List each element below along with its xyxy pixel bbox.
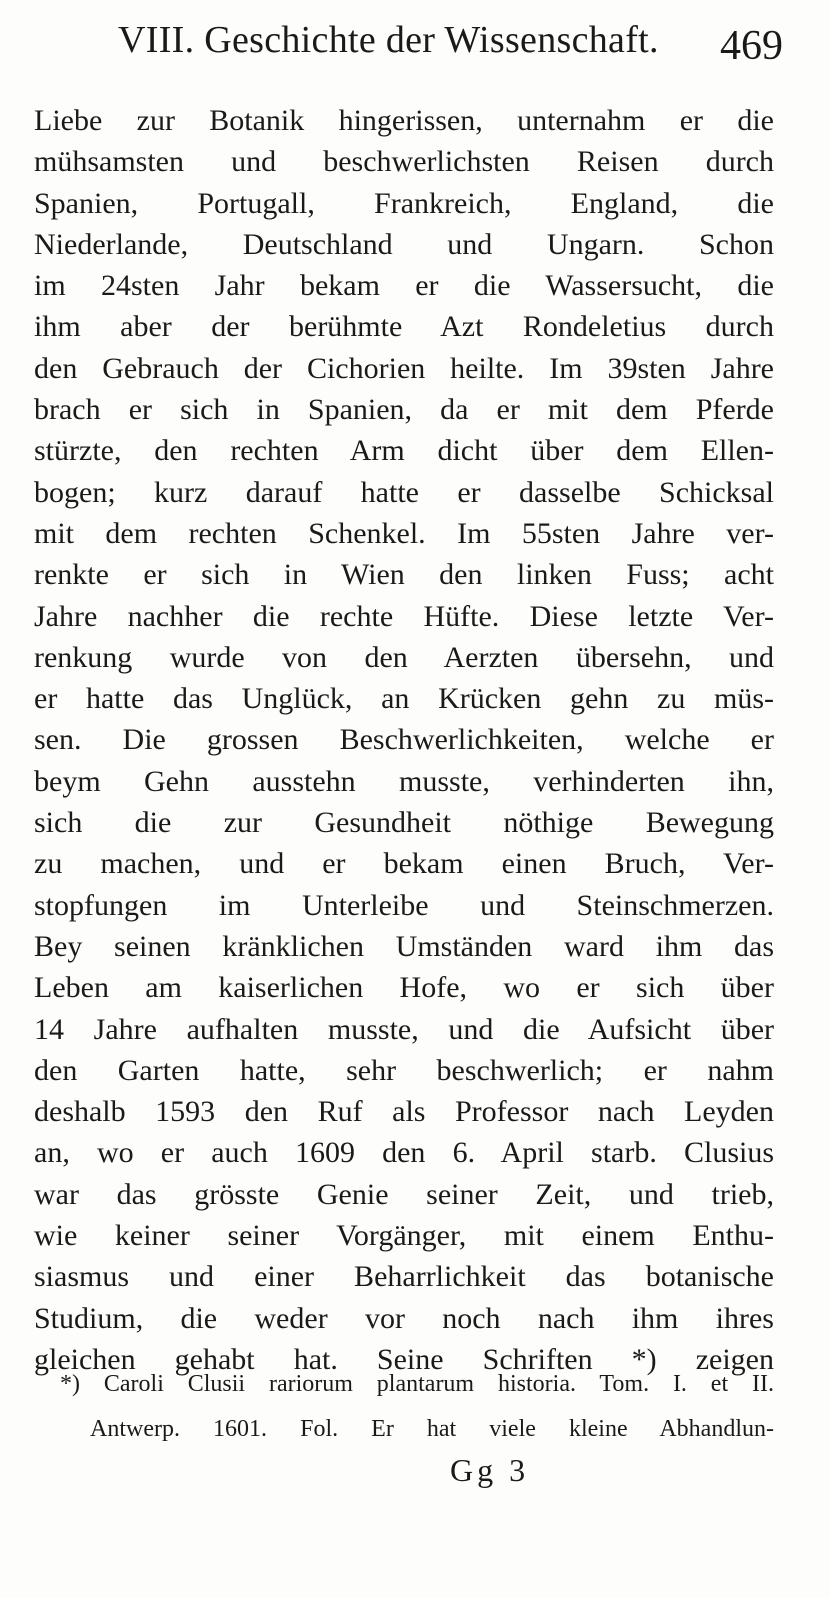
text-line: Bey seinen kränklichen Umständen ward ihm das [34, 929, 774, 963]
text-line: sen. Die grossen Beschwerlichkeiten, welche er [34, 723, 774, 757]
text-line: Niederlande, Deutschland und Ungarn. Schon [34, 227, 774, 261]
text-line: renkte er sich in Wien den linken Fuss; acht [34, 558, 774, 592]
text-line: Studium, die weder vor noch nach ihm ihres [34, 1301, 774, 1335]
footnote [60, 1362, 774, 1452]
text-line: stürzte, den rechten Arm dicht über dem Ellen- [34, 434, 774, 468]
text-line: renkung wurde von den Aerzten übersehn, und [34, 640, 774, 674]
text-line: siasmus und einer Beharrlichkeit das botanische [34, 1260, 774, 1294]
text-line: beym Gehn ausstehn musste, verhinderten ihn, [34, 764, 774, 798]
body-text [34, 100, 774, 1380]
text-line: gleichen gehabt hat. Seine Schriften *) zeigen [34, 1342, 774, 1376]
text-line: den Garten hatte, sehr beschwerlich; er nahm [34, 1053, 774, 1087]
text-line: mit dem rechten Schenkel. Im 55sten Jahre ver- [34, 516, 774, 550]
text-line: stopfungen im Unterleibe und Steinschmerzen. [34, 888, 774, 922]
text-line: Liebe zur Botanik hingerissen, unternahm er die [34, 104, 774, 137]
footnote-line: *) Caroli Clusii rariorum plantarum historia. Tom. I. et II. [60, 1371, 774, 1397]
text-line: im 24sten Jahr bekam er die Wassersucht, die [34, 269, 774, 303]
text-line: Jahre nachher die rechte Hüfte. Diese letzte Ver- [34, 599, 774, 633]
page-number: 469 [720, 23, 783, 69]
text-line: er hatte das Unglück, an Krücken gehn zu müs- [34, 682, 774, 716]
text-line: den Gebrauch der Cichorien heilte. Im 39sten Jahre [34, 351, 774, 385]
text-line: an, wo er auch 1609 den 6. April starb. Clusius [34, 1136, 774, 1170]
footnote-line: Antwerp. 1601. Fol. Er hat viele kleine Abhandlun- [90, 1416, 774, 1442]
text-line: bogen; kurz darauf hatte er dasselbe Schicksal [34, 475, 774, 509]
text-line: deshalb 1593 den Ruf als Professor nach Leyden [34, 1095, 774, 1129]
text-line: zu machen, und er bekam einen Bruch, Ver- [34, 847, 774, 881]
text-line: brach er sich in Spanien, da er mit dem Pferde [34, 393, 774, 427]
text-line: war das grösste Genie seiner Zeit, und trieb, [34, 1177, 774, 1211]
text-line: 14 Jahre aufhalten musste, und die Aufsicht über [34, 1012, 774, 1046]
running-header [118, 16, 783, 72]
signature-mark: Gg 3 [450, 1452, 530, 1488]
text-line: ihm aber der berühmte Azt Rondeletius durch [34, 310, 774, 344]
text-line: Leben am kaiserlichen Hofe, wo er sich über [34, 971, 774, 1005]
running-title: VIII. Geschichte der Wissenschaft. [118, 19, 659, 61]
text-line: sich die zur Gesundheit nöthige Bewegung [34, 806, 774, 840]
text-line: wie keiner seiner Vorgänger, mit einem Enthu- [34, 1219, 774, 1253]
text-line: Spanien, Portugall, Frankreich, England, die [34, 186, 774, 220]
text-line: mühsamsten und beschwerlichsten Reisen durch [34, 145, 774, 179]
